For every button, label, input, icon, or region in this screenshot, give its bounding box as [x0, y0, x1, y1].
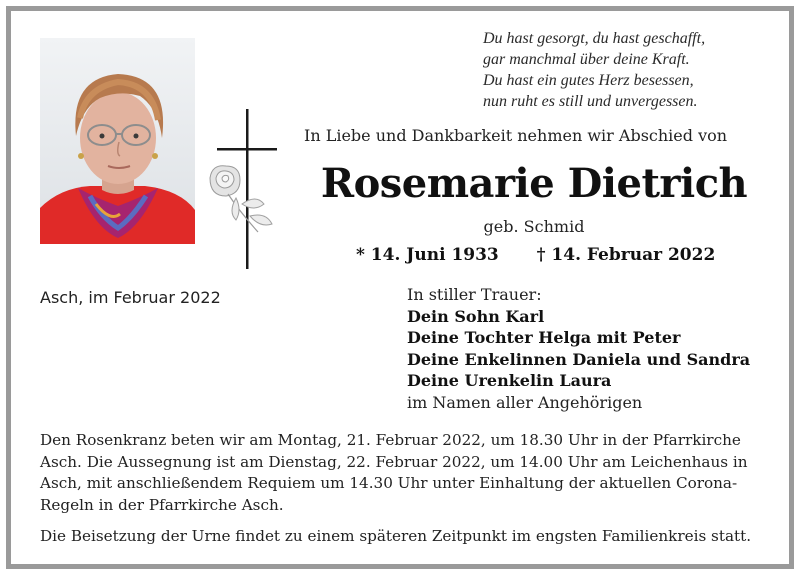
mourners-footer: im Namen aller Angehörigen [407, 392, 643, 412]
birth-date: * 14. Juni 1933 [356, 245, 499, 265]
rose-icon [196, 158, 286, 238]
poem [483, 28, 773, 112]
mourner-name: Dein Sohn Karl [407, 306, 545, 326]
mourner-name: Deine Enkelinnen Daniela und Sandra [407, 349, 751, 369]
death-date: † 14. Februar 2022 [536, 245, 716, 265]
poem-line: nun ruht es still und unvergessen. [483, 93, 698, 110]
farewell-intro: In Liebe und Dankbarkeit nehmen wir Abschied von [304, 126, 728, 145]
place-and-date: Asch, im Februar 2022 [40, 288, 221, 307]
mourner-name: Deine Urenkelin Laura [407, 371, 612, 390]
mourners-heading: In stiller Trauer: [407, 285, 542, 304]
mourner-name: Deine Tochter Helga mit Peter [407, 328, 681, 347]
life-dates [356, 245, 756, 265]
portrait-photo [40, 38, 195, 244]
deceased-name: Rosemarie Dietrich [320, 160, 748, 207]
poem-line: gar manchmal über deine Kraft. [483, 51, 690, 68]
maiden-name: geb. Schmid [483, 217, 585, 236]
poem-line: Du hast ein gutes Herz besessen, [483, 72, 694, 89]
burial-note: Die Beisetzung der Urne findet zu einem späteren Zeitpunkt im engsten Familienkreis statt. [40, 527, 752, 545]
mourners-list [407, 284, 777, 413]
service-details: Den Rosenkranz beten wir am Montag, 21. Februar 2022, um 18.30 Uhr in der Pfarrkirche Asch. Die Aussegnung ist am Dienstag, 22. Februar 2022, um 14.00 Uhr am Leichenhaus in Asch, mit anschließendem Requiem um 14.30 Uhr unter Einhaltung der aktuellen Corona-Regeln in der Pfarrkirche Asch. [40, 431, 748, 514]
poem-line: Du hast gesorgt, du hast geschafft, [483, 30, 706, 47]
